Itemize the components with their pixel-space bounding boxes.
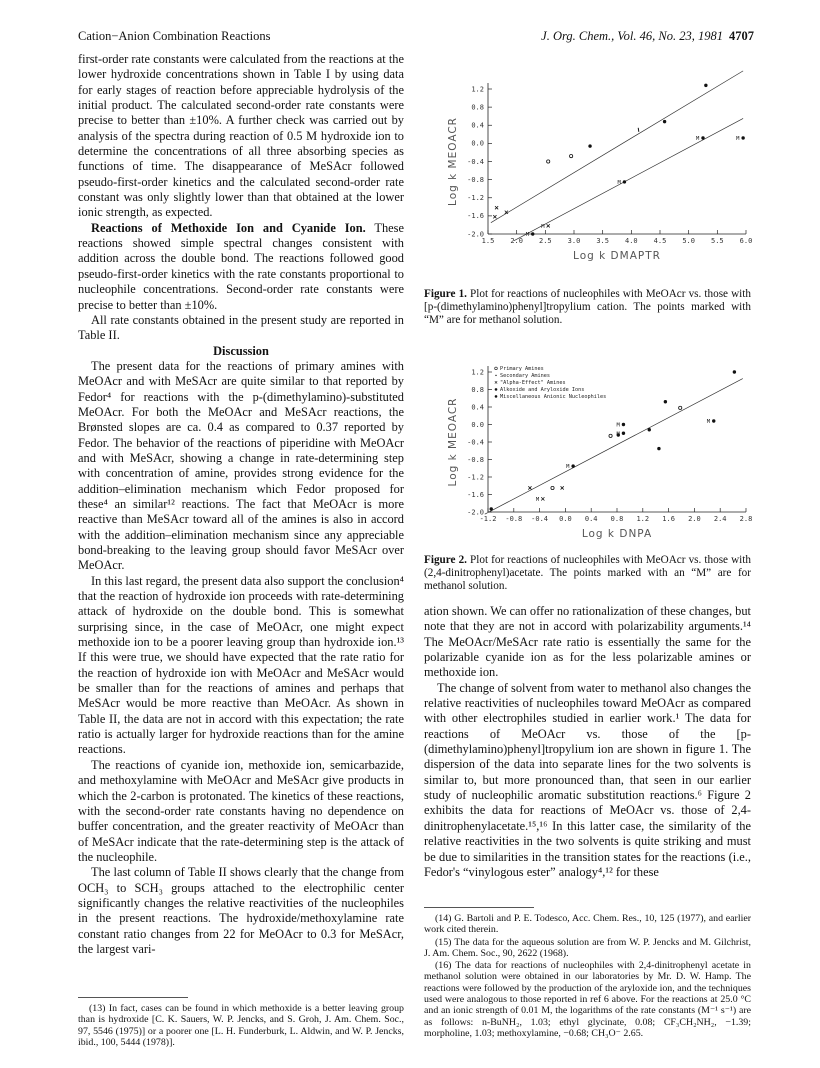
data-point-marker — [547, 160, 550, 163]
data-point — [570, 154, 573, 157]
y-axis-title: Log k MEOACR — [447, 397, 459, 487]
data-point — [679, 406, 682, 409]
legend-marker — [495, 375, 496, 376]
x-tick-label: 0.8 — [610, 515, 624, 523]
data-point-marker — [490, 507, 493, 510]
y-tick-label: -0.4 — [467, 438, 484, 447]
caption-label: Figure 2. — [424, 554, 467, 566]
data-point-label: M — [566, 464, 570, 471]
data-point-marker — [571, 464, 574, 467]
x-tick-label: 2.0 — [510, 237, 523, 245]
figure-2-plot — [420, 340, 760, 550]
caption-text: Plot for reactions of nucleophiles with MeOAcr vs. those with [p-(dimethylamino)phenyl]tropylium cation. The points marked with “M” are for methanol solution. — [424, 288, 751, 327]
data-point-marker — [623, 180, 626, 183]
y-tick-label: -2.0 — [467, 230, 484, 239]
journal-citation: J. Org. Chem., Vol. 46, No. 23, 1981 — [541, 29, 723, 43]
data-point-marker — [570, 154, 573, 157]
data-point-marker — [547, 224, 550, 227]
footnote: (15) The data for the aqueous solution are from W. P. Jencks and M. Gilchrist, J. Am. Chem. Soc., 90, 2622 (1968). — [424, 936, 751, 959]
x-tick-label: 2.0 — [688, 515, 701, 523]
y-tick-label: -0.8 — [467, 455, 484, 464]
data-point — [616, 423, 625, 429]
x-tick-label: 5.0 — [682, 237, 695, 245]
y-tick-label: 0.4 — [471, 403, 484, 412]
figure-2-caption — [424, 554, 751, 593]
section-heading-discussion: Discussion — [213, 343, 269, 358]
footnote: (16) The data for reactions of nucleophiles with 2,4-dinitrophenyl acetate in methanol solution were obtained in our laboratories by Mr. D. W. Hamp. The reactions were followed by the production of the aryloxide ion, and the techniques used were analogous to those reported in ref 6 above. For the reactions at 25.0 °C and an ionic strength of 0.01 M, the logarithms of the rate constants (M⁻¹ s⁻¹) are as follows: n-BuNH₂, 1.03; ethyl glycinate, 0.08; CF₃CH₂NH₂, −1.39; morpholine, 1.03; methoxylamine, −0.68; CH₃O⁻ 2.65. — [424, 960, 751, 1039]
caption-text: Plot for reactions of nucleophiles with MeOAcr vs. those with (2,4-dinitrophenyl)acetate. The points marked with an “M” are for methanol solution. — [424, 554, 751, 593]
x-axis-title: Log k DMAPTR — [573, 250, 661, 262]
data-point-marker — [701, 136, 704, 139]
y-tick-label: 0.0 — [471, 420, 484, 429]
x-axis-title: Log k DNPA — [581, 528, 653, 540]
x-tick-label: 6.0 — [739, 237, 753, 245]
data-point-label: M — [617, 179, 621, 186]
y-axis-title: Log k MEOACR — [447, 117, 459, 206]
running-head-journal — [541, 29, 754, 44]
legend-marker — [495, 381, 497, 383]
legend-label: "Alpha-Effect" Amines — [500, 380, 566, 386]
data-point-marker — [663, 120, 666, 123]
right-footnotes — [424, 913, 751, 1040]
x-tick-label: 1.2 — [636, 515, 650, 523]
data-point-marker — [679, 406, 682, 409]
data-point — [733, 370, 736, 373]
x-tick-label: 0.4 — [584, 515, 598, 523]
y-tick-label: 1.2 — [471, 368, 484, 377]
x-tick-label: -0.4 — [531, 515, 549, 523]
data-point — [547, 160, 550, 163]
left-footnotes — [78, 1003, 404, 1049]
data-point-marker — [712, 419, 715, 422]
x-tick-label: 2.5 — [539, 237, 552, 245]
y-tick-label: -1.2 — [467, 473, 484, 482]
data-point — [588, 144, 591, 147]
data-point-marker — [541, 497, 544, 500]
data-point — [551, 486, 554, 489]
legend-label: Primary Amines — [500, 366, 544, 372]
y-tick-label: 1.2 — [471, 85, 484, 94]
x-tick-label: 4.5 — [653, 237, 667, 245]
paragraph: The change of solvent from water to methanol also changes the relative reactivities of nucleophiles toward MeOAcr as compared with other electrophiles studied in earlier work.¹ The data for reactions of MeOAcr vs. those of the [p-(dimethylamino)phenyl]tropylium ion are shown in figure 1. The dispersion of the data into separate lines for the two solvents is similar to, but more pronounced than, that seen in our earlier study of nucleophilic aromatic substitution reactions.⁶ Figure 2 exhibits the data for reactions of MeOAcr vs. those of 2,4-dinitrophenylacetate.¹⁵,¹⁶ In this latter case, the similarity of the relative reactivities in the two solvents is quite striking and must be due to similarities in the transition states for the reactions (i.e., Fedor's “vinylogous ester” analogy⁴,¹² for these — [424, 680, 751, 879]
data-point-marker — [531, 232, 534, 235]
data-point — [664, 400, 667, 403]
data-point-marker — [588, 144, 591, 147]
data-point-marker — [657, 447, 660, 450]
data-point — [638, 128, 639, 132]
figure-1 — [420, 54, 760, 289]
data-point — [541, 224, 550, 230]
data-point-marker — [561, 486, 564, 489]
legend-marker — [495, 388, 498, 391]
figure-1-caption — [424, 288, 751, 327]
footnote-rule — [424, 907, 534, 908]
y-tick-label: -1.6 — [467, 212, 484, 221]
y-tick-label: 0.4 — [471, 121, 484, 130]
legend-marker — [495, 367, 498, 370]
footnote: (14) G. Bartoli and P. E. Todesco, Acc. Chem. Res., 10, 125 (1977), and earlier work cited therein. — [424, 913, 751, 936]
running-head-title: Cation−Anion Combination Reactions — [78, 29, 271, 43]
legend-marker — [495, 395, 498, 398]
legend-label: Secondary Amines — [500, 373, 550, 379]
x-tick-label: 3.0 — [567, 237, 581, 245]
data-point-marker — [638, 128, 639, 132]
data-point — [736, 136, 745, 142]
data-point-marker — [733, 370, 736, 373]
data-point — [707, 419, 716, 425]
footnote-rule — [78, 997, 188, 998]
page-number: 4707 — [729, 29, 754, 43]
data-point-marker — [528, 486, 531, 489]
data-point-marker — [704, 84, 707, 87]
data-point-marker — [609, 434, 612, 437]
data-point-label: M — [616, 431, 620, 438]
paragraph: The last column of Table II shows clearly that the change from OCH₃ to SCH₃ groups attached to the electrophilic center significantly changes the relative reactivities of the nucleophiles in the present reactions. The hydroxide/methoxylamine rate constant ratio changes from 22 for MeOAcr to 0.3 for MeSAcr, the largest vari- — [78, 865, 404, 956]
x-tick-label: 2.8 — [739, 515, 753, 523]
x-tick-label: 3.5 — [596, 237, 609, 245]
data-point-marker — [664, 400, 667, 403]
data-point-label: M — [525, 232, 530, 238]
data-point-marker — [622, 432, 625, 435]
data-point — [616, 431, 625, 437]
figure-2 — [420, 340, 760, 555]
data-point — [495, 206, 498, 209]
y-tick-label: -1.2 — [467, 194, 484, 203]
data-point — [609, 434, 612, 437]
footnote: (13) In fact, cases can be found in which methoxide is a better leaving group than is hydroxide [C. K. Sauers, W. P. Jencks, and S. Groh, J. Am. Chem. Soc., 97, 5546 (1975)] or a poorer one [L. H. Funderburk, L. Aldwin, and W. P. Jencks, ibid., 100, 5444 (1978)]. — [78, 1003, 404, 1048]
data-point — [536, 497, 545, 503]
y-tick-label: 0.8 — [471, 103, 484, 112]
legend-label: Alkoxide and Aryloxide Ions — [500, 387, 585, 393]
data-point-label: M — [535, 496, 540, 503]
paragraph-text: These reactions showed simple spectral changes consistent with addition across the double bond. The reactions followed good pseudo-first-order kinetics with the rate constants proportional to nucleophile concentrations. Second-order rate constants were precise to better than ±10%. — [78, 220, 404, 312]
data-point — [657, 447, 660, 450]
data-point — [561, 486, 564, 489]
x-tick-label: 5.5 — [711, 237, 724, 245]
y-tick-label: -2.0 — [467, 508, 484, 517]
figure-1-plot — [420, 54, 760, 284]
left-column — [78, 52, 404, 957]
data-point — [528, 486, 531, 489]
x-tick-label: -0.8 — [505, 515, 523, 523]
data-point — [526, 232, 535, 238]
legend-label: Miscellaneous Anionic Nucleophiles — [500, 394, 607, 400]
x-tick-label: -1.2 — [479, 515, 497, 523]
data-point-marker — [622, 423, 625, 426]
x-tick-label: 2.4 — [713, 515, 727, 523]
data-point-marker — [493, 215, 496, 218]
x-tick-label: 1.6 — [662, 515, 675, 523]
paragraph: The present data for the reactions of primary amines with MeOAcr and with MeSAcr are quite similar to that reported by Fedor⁴ for reactions with the p-(dimethylamino)-substituted MeOAcr. For both the MeOAcr and MeSAcr reactions, the Brønsted slopes are ca. 0.4 as compared to 0.37 reported by Fedor. The behavior of the reactions of piperidine with MeOAcr and with MeSAcr, showing a change in rate-determining step with concentration of amine, provides strong evidence for the addition–elimination mechanism which Fedor proposed for these⁴ an similar¹² reactions. The fact that MeOAcr is more reactive than MeSAcr toward all of the amines is also in accord with the addition–elimination mechanism since any appreciable bond-breaking to the leaving group should favor MeSAcr over MeOAcr. — [78, 358, 404, 573]
y-tick-label: -0.8 — [467, 175, 484, 184]
paragraph: The reactions of cyanide ion, methoxide ion, semicarbazide, and methoxylamine with MeOAcr and MeSAcr give products in which the 2-carbon is protonated. The kinetics of these reactions, with the second-order rate constants having no dependence on buffer concentration, and the greater reactivity of MeOAcr than of MeSAcr indicate that the rate-determining step is the attack of the nucleophile. — [78, 757, 404, 864]
fit-line — [514, 118, 743, 240]
y-tick-label: 0.8 — [471, 385, 484, 394]
paragraph: All rate constants obtained in the present study are reported in Table II. — [78, 312, 404, 343]
data-point-label: M — [736, 135, 740, 142]
x-tick-label: 4.0 — [625, 237, 638, 245]
paragraph: In this last regard, the present data also support the conclusion⁴ that the reaction of hydroxide ion proceeds with rate-determining attack of hydroxide on the double bond. This is somewhat surprising since, in the case of MeOAcr, one might expect methoxide ion to be a poorer leaving group than hydroxide ion.¹³ If this were true, we should have expected that the rate ratio for the reaction of hydroxide ion with MeOAcr and MeSAcr would be smaller than for the reactions of amines and perhaps that MeSAcr would be more reactive than MeOAcr. As shown in Table II, the data are not in accord with this expectation; the rate ratio is actually larger for hydroxide reactions than for the amine reactions. — [78, 573, 404, 757]
legend — [495, 366, 606, 400]
paragraph: first-order rate constants were calculated from the reactions at the lower hydroxide concentrations shown in Table I by using data for early stages of reaction before appreciable hydrolysis of the initial product. The calculated second-order rate constants were precise to better than ±10%. A further check was carried out by analysis of the spectra during reaction of 0.5 M hydroxide ion to determine the concentrations of all three absorbing species as functions of time. The disappearance of MeSAcr followed pseudo-first-order kinetics and the calculated second-order rate constant was only slightly lower than that obtained at the lower ionic strength, as expected. — [78, 52, 404, 220]
x-tick-label: 1.5 — [481, 237, 495, 245]
data-point-marker — [495, 206, 498, 209]
paragraph: ation shown. We can offer no rationalization of these changes, but note that they are not in accord with polarizability arguments.¹⁴ The MeOAcr/MeSAcr rate ratio is essentially the same for the polarizable cyanide ion as for the less polarizable amines or methoxide ion. — [424, 604, 751, 680]
data-point-marker — [741, 136, 744, 139]
data-point-label: M — [616, 422, 620, 429]
x-tick-label: 0.0 — [559, 515, 572, 523]
data-point-label: M — [541, 223, 545, 230]
caption-label: Figure 1. — [424, 288, 467, 300]
y-tick-label: 0.0 — [471, 139, 484, 148]
data-point-marker — [648, 428, 651, 431]
fit-line — [491, 71, 743, 223]
paragraph — [78, 221, 404, 313]
data-point — [704, 84, 707, 87]
right-column — [424, 604, 751, 880]
data-point-label: M — [696, 135, 700, 142]
data-point — [490, 507, 493, 510]
y-tick-label: -0.4 — [467, 157, 484, 166]
run-in-heading: Reactions of Methoxide Ion and Cyanide Ion. — [91, 220, 366, 235]
data-point — [493, 215, 496, 218]
data-point-label: M — [706, 419, 711, 425]
y-tick-label: -1.6 — [467, 490, 484, 499]
data-point — [648, 428, 651, 431]
data-point — [663, 120, 666, 123]
data-point-marker — [551, 486, 554, 489]
